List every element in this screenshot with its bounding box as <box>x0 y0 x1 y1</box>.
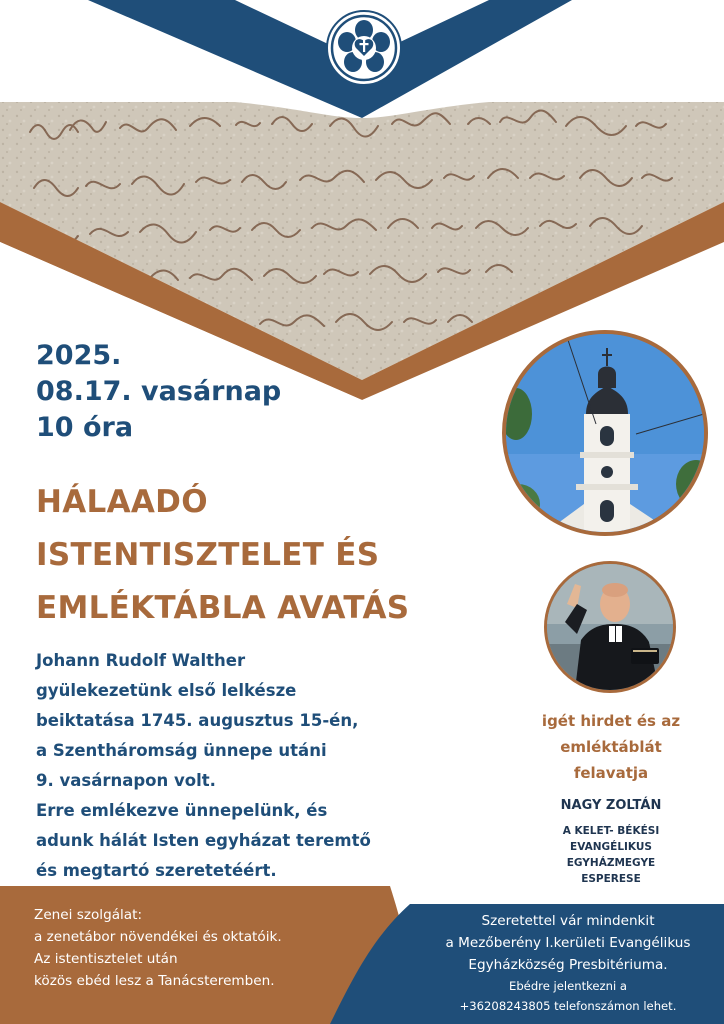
preacher-intro <box>508 708 714 786</box>
description-line: 9. vasárnapon volt. <box>36 771 216 790</box>
church-logo <box>326 10 402 86</box>
event-datetime <box>36 338 281 446</box>
preacher-role <box>520 823 702 887</box>
church-tower-photo <box>502 330 708 536</box>
event-year: 2025. <box>36 340 122 371</box>
preacher-intro-line: felavatja <box>573 764 649 782</box>
footer-line: a zenetábor növendékei és oktatóik. <box>34 929 282 945</box>
lunch-registration-info <box>418 976 718 1016</box>
preacher-name: NAGY ZOLTÁN <box>560 798 662 813</box>
footer-line: Ebédre jelentkezni a <box>509 979 627 993</box>
description-line: Johann Rudolf Walther <box>36 651 246 670</box>
title-line: ISTENTISZTELET ÉS <box>36 537 380 573</box>
description-line: adunk hálát Isten egyházat teremtő <box>36 831 371 850</box>
preacher-role-line: ESPERESE <box>581 873 641 885</box>
event-day: 08.17. vasárnap <box>36 376 282 407</box>
preacher-role-line: A KELET- BÉKÉSI <box>562 825 660 837</box>
preacher-intro-line: igét hirdet és az <box>541 712 681 730</box>
description-line: a Szentháromság ünnepe utáni <box>36 741 327 760</box>
footer-line: Zenei szolgálat: <box>34 907 143 923</box>
title-line: EMLÉKTÁBLA AVATÁS <box>36 590 410 626</box>
description-line: beiktatása 1745. augusztus 15-én, <box>36 711 359 730</box>
description-line: gyülekezetünk első lelkésze <box>36 681 297 700</box>
footer-line: Az istentisztelet után <box>34 951 178 967</box>
invitation-info <box>418 910 718 976</box>
event-description <box>36 646 476 886</box>
event-title <box>36 476 506 635</box>
music-service-info <box>34 904 344 992</box>
footer-line: Egyházközség Presbitériuma. <box>468 957 668 973</box>
event-time: 10 óra <box>36 412 134 443</box>
preacher-role-line: EGYHÁZMEGYE <box>566 857 656 869</box>
preacher-intro-line: emléktáblát <box>560 738 662 756</box>
luther-rose-icon <box>328 12 400 84</box>
description-line: és megtartó szeretetéért. <box>36 861 277 880</box>
title-line: HÁLAADÓ <box>36 484 208 520</box>
footer-line: Szeretettel vár mindenkit <box>481 913 655 929</box>
footer-line: a Mezőberény I.kerületi Evangélikus <box>445 935 691 951</box>
preacher-role-line: EVANGÉLIKUS <box>570 841 652 853</box>
footer-line: közös ebéd lesz a Tanácsteremben. <box>34 973 275 989</box>
description-line: Erre emlékezve ünnepelünk, és <box>36 801 328 820</box>
pastor-photo <box>544 561 676 693</box>
phone-number-line: +36208243805 telefonszámon lehet. <box>459 999 677 1013</box>
